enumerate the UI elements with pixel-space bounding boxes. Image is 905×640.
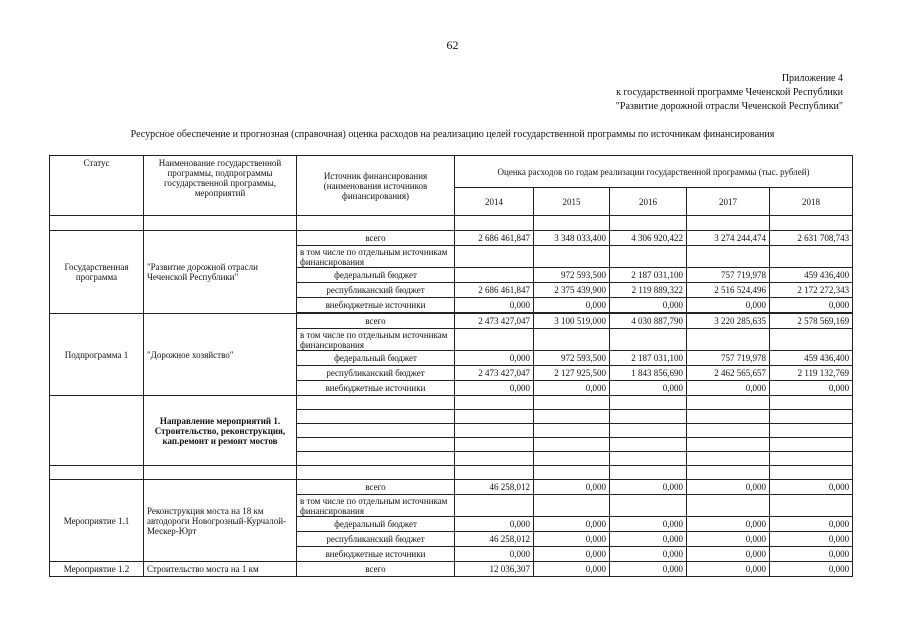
source-cell: в том числе по отдельным источникам финансирования xyxy=(297,329,455,351)
value-cell: 757 719,978 xyxy=(687,268,770,283)
header-year: 2017 xyxy=(687,188,770,216)
value-cell: 0,000 xyxy=(455,351,534,366)
source-cell: федеральный бюджет xyxy=(297,268,455,283)
value-cell: 0,000 xyxy=(534,562,610,577)
value-cell: 0,000 xyxy=(455,298,534,313)
value-cell: 0,000 xyxy=(534,298,610,313)
value-cell: 3 100 519,000 xyxy=(534,314,610,329)
name-cell: "Дорожное хозяйство" xyxy=(144,314,297,396)
value-cell: 0,000 xyxy=(610,547,687,562)
source-cell: всего xyxy=(297,231,455,246)
source-cell: всего xyxy=(297,562,455,577)
value-cell: 2 187 031,100 xyxy=(610,351,687,366)
source-cell: республиканский бюджет xyxy=(297,366,455,381)
appendix-heading xyxy=(616,72,843,114)
appendix-line-2: к государственной программе Чеченской Республики xyxy=(616,87,843,98)
value-cell: 2 516 524,496 xyxy=(687,283,770,298)
value-cell: 0,000 xyxy=(687,517,770,532)
value-cell: 2 119 889,322 xyxy=(610,283,687,298)
page-number: 62 xyxy=(446,38,459,52)
table-row xyxy=(50,562,853,577)
value-cell: 0,000 xyxy=(534,381,610,396)
value-cell: 12 036,307 xyxy=(455,562,534,577)
value-cell: 972 593,500 xyxy=(534,268,610,283)
value-cell: 0,000 xyxy=(770,480,853,495)
value-cell: 459 436,400 xyxy=(770,351,853,366)
value-cell: 3 220 285,635 xyxy=(687,314,770,329)
value-cell xyxy=(455,268,534,283)
source-cell: федеральный бюджет xyxy=(297,517,455,532)
table-row xyxy=(50,314,853,329)
value-cell: 757 719,978 xyxy=(687,351,770,366)
value-cell: 2 127 925,500 xyxy=(534,366,610,381)
value-cell: 0,000 xyxy=(610,480,687,495)
value-cell: 2 119 132,769 xyxy=(770,366,853,381)
value-cell: 2 462 565,657 xyxy=(687,366,770,381)
value-cell: 0,000 xyxy=(770,547,853,562)
value-cell: 0,000 xyxy=(534,480,610,495)
value-cell: 0,000 xyxy=(610,532,687,547)
value-cell: 0,000 xyxy=(534,517,610,532)
status-cell: Подпрограмма 1 xyxy=(50,314,144,396)
source-cell: всего xyxy=(297,314,455,329)
name-cell: Строительство моста на 1 км xyxy=(144,562,297,577)
value-cell: 0,000 xyxy=(610,562,687,577)
value-cell: 0,000 xyxy=(770,532,853,547)
status-cell: Государственная программа xyxy=(50,231,144,314)
value-cell: 0,000 xyxy=(455,381,534,396)
value-cell: 0,000 xyxy=(534,532,610,547)
value-cell: 1 843 856,690 xyxy=(610,366,687,381)
name-cell: "Развитие дорожной отрасли Чеченской Республики" xyxy=(144,231,297,314)
appendix-line-3: "Развитие дорожной отрасли Чеченской Республики" xyxy=(615,101,843,112)
value-cell: 2 187 031,100 xyxy=(610,268,687,283)
header-row xyxy=(50,156,853,188)
value-cell: 0,000 xyxy=(687,381,770,396)
direction-heading: Направление мероприятий 1. Строительство, реконструкция, кап.ремонт и ремонт мостов xyxy=(144,396,297,466)
source-cell: в том числе по отдельным источникам финансирования xyxy=(297,495,455,517)
value-cell: 3 348 033,400 xyxy=(534,231,610,246)
value-cell: 0,000 xyxy=(770,381,853,396)
header-name: Наименование государственной программы, подпрограммы государственной программы, мероприятий xyxy=(144,156,297,216)
source-cell: федеральный бюджет xyxy=(297,351,455,366)
header-year: 2014 xyxy=(455,188,534,216)
source-cell: республиканский бюджет xyxy=(297,283,455,298)
table-row xyxy=(50,480,853,495)
value-cell: 2 686 461,847 xyxy=(455,231,534,246)
source-cell: всего xyxy=(297,480,455,495)
value-cell: 2 631 708,743 xyxy=(770,231,853,246)
spacer-row xyxy=(50,216,853,231)
source-cell: внебюджетные источники xyxy=(297,381,455,396)
header-source: Источник финансирования (наименования источников финансирования) xyxy=(297,156,455,216)
value-cell: 2 578 569,169 xyxy=(770,314,853,329)
source-cell: в том числе по отдельным источникам финансирования xyxy=(297,246,455,268)
value-cell: 0,000 xyxy=(687,480,770,495)
value-cell: 0,000 xyxy=(455,547,534,562)
table-row xyxy=(50,396,853,410)
value-cell: 2 375 439,900 xyxy=(534,283,610,298)
value-cell: 4 030 887,790 xyxy=(610,314,687,329)
value-cell: 972 593,500 xyxy=(534,351,610,366)
value-cell: 2 686 461,847 xyxy=(455,283,534,298)
value-cell: 0,000 xyxy=(770,517,853,532)
value-cell: 0,000 xyxy=(770,562,853,577)
value-cell: 0,000 xyxy=(687,562,770,577)
value-cell: 4 306 920,422 xyxy=(610,231,687,246)
value-cell: 0,000 xyxy=(687,532,770,547)
header-year: 2018 xyxy=(770,188,853,216)
value-cell: 2 473 427,047 xyxy=(455,314,534,329)
value-cell: 0,000 xyxy=(687,547,770,562)
appendix-line-1: Приложение 4 xyxy=(781,73,843,84)
value-cell: 459 436,400 xyxy=(770,268,853,283)
value-cell: 0,000 xyxy=(610,517,687,532)
header-year: 2016 xyxy=(610,188,687,216)
source-cell: внебюджетные источники xyxy=(297,547,455,562)
source-cell: республиканский бюджет xyxy=(297,532,455,547)
value-cell: 0,000 xyxy=(687,298,770,313)
header-estimate: Оценка расходов по годам реализации государственной программы (тыс. рублей) xyxy=(455,156,853,188)
name-cell: Реконструкция моста на 18 км автодороги Новогрозный-Курчалой-Мескер-Юрт xyxy=(144,480,297,562)
table-row xyxy=(50,466,853,480)
value-cell: 0,000 xyxy=(770,298,853,313)
header-status: Статус xyxy=(50,156,144,216)
status-cell: Мероприятие 1.1 xyxy=(50,480,144,562)
value-cell: 2 473 427,047 xyxy=(455,366,534,381)
header-year: 2015 xyxy=(534,188,610,216)
value-cell: 2 172 272,343 xyxy=(770,283,853,298)
value-cell: 46 258,012 xyxy=(455,532,534,547)
value-cell: 0,000 xyxy=(610,298,687,313)
value-cell: 0,000 xyxy=(455,517,534,532)
value-cell: 46 258,012 xyxy=(455,480,534,495)
table-row xyxy=(50,231,853,246)
value-cell: 3 274 244,474 xyxy=(687,231,770,246)
source-cell: внебюджетные источники xyxy=(297,298,455,313)
funding-table xyxy=(49,155,853,577)
value-cell: 0,000 xyxy=(534,547,610,562)
status-cell: Мероприятие 1.2 xyxy=(50,562,144,577)
document-title: Ресурсное обеспечение и прогнозная (справочная) оценка расходов на реализацию целей государственной программы по источникам финансирования xyxy=(130,129,775,140)
value-cell: 0,000 xyxy=(610,381,687,396)
